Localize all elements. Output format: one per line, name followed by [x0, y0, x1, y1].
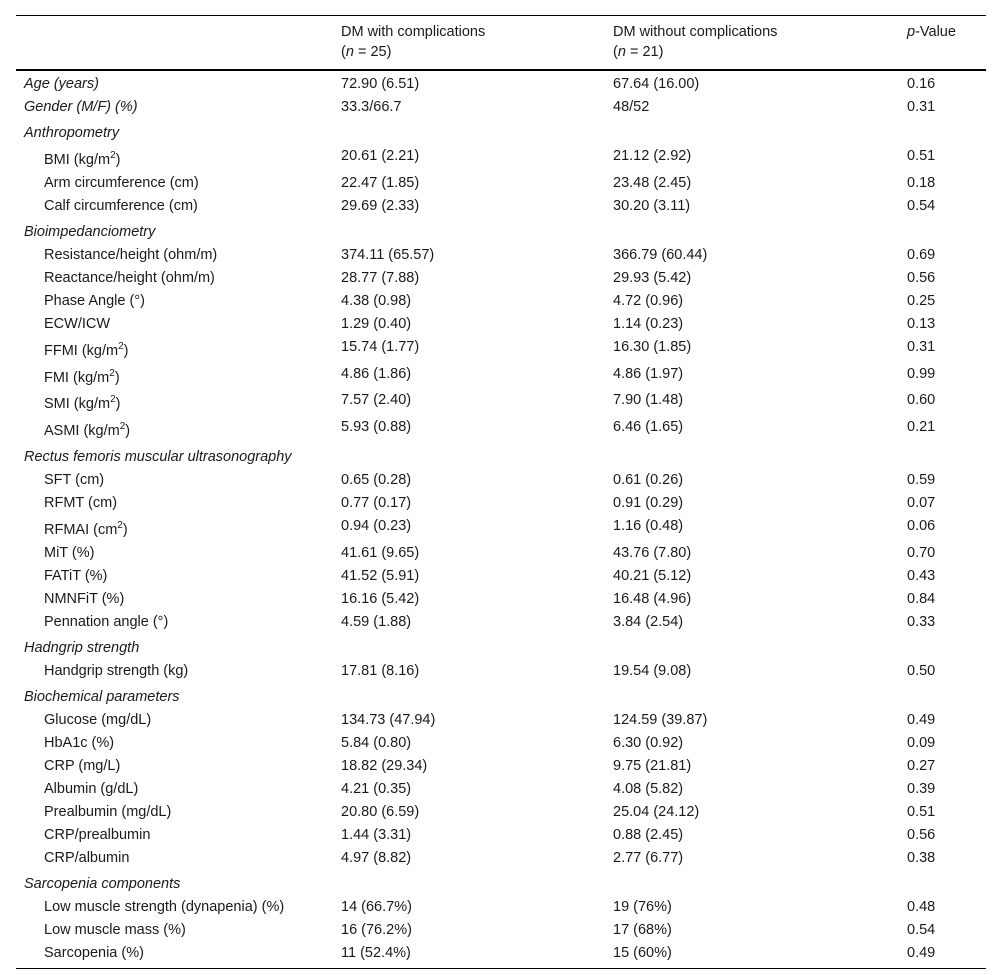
header-with-complications — [333, 16, 605, 71]
section-header-row — [16, 683, 986, 709]
section-header-row — [16, 119, 986, 145]
without-complications-value: 16.30 (1.85) — [613, 338, 692, 355]
with-complications-value: 41.52 (5.91) — [341, 567, 420, 584]
p-value: 0.51 — [907, 148, 936, 164]
row-label: Calf circumference (cm) — [44, 197, 198, 214]
table-row — [16, 244, 986, 267]
row-label: Pennation angle (°) — [44, 613, 169, 630]
row-label: ECW/ICW — [44, 315, 111, 332]
table-row — [16, 70, 986, 96]
without-complications-value: 21.12 (2.92) — [613, 148, 692, 164]
table-row — [16, 755, 986, 778]
table-row — [16, 896, 986, 919]
p-value: 0.39 — [907, 780, 936, 797]
table-row — [16, 824, 986, 847]
with-complications-value: 16.16 (5.42) — [341, 590, 420, 607]
row-label: MiT (%) — [44, 544, 95, 561]
p-value: 0.18 — [907, 174, 936, 191]
without-complications-value: 1.14 (0.23) — [613, 315, 684, 332]
without-complications-value: 0.88 (2.45) — [613, 826, 684, 843]
section-title: Rectus femoris muscular ultrasonography — [24, 449, 292, 466]
p-value: 0.13 — [907, 315, 936, 332]
row-label: Reactance/height (ohm/m) — [44, 269, 215, 286]
row-label: Gender (M/F) (%) — [24, 99, 138, 115]
p-value: 0.54 — [907, 921, 936, 938]
table-row — [16, 313, 986, 336]
with-complications-value: 22.47 (1.85) — [341, 174, 420, 191]
p-value: 0.49 — [907, 944, 936, 961]
without-complications-value: 17 (68%) — [613, 921, 672, 938]
table-row — [16, 611, 986, 634]
row-label: Glucose (mg/dL) — [44, 711, 152, 728]
section-title: Bioimpedanciometry — [24, 223, 156, 240]
table-row — [16, 172, 986, 195]
p-value: 0.43 — [907, 567, 936, 584]
table-row — [16, 336, 986, 363]
without-complications-value: 15 (60%) — [613, 944, 672, 961]
with-complications-value: 11 (52.4%) — [341, 944, 411, 961]
without-complications-value: 19.54 (9.08) — [613, 662, 692, 679]
with-complications-value: 29.69 (2.33) — [341, 197, 420, 214]
without-complications-value: 366.79 (60.44) — [613, 246, 708, 263]
p-value: 0.70 — [907, 544, 936, 561]
without-complications-value: 30.20 (3.11) — [613, 197, 691, 214]
section-header-row — [16, 870, 986, 896]
table-row — [16, 709, 986, 732]
p-value: 0.21 — [907, 419, 936, 436]
row-label: CRP/prealbumin — [44, 826, 151, 843]
with-complications-value: 14 (66.7%) — [341, 898, 412, 915]
without-complications-value: 124.59 (39.87) — [613, 711, 708, 728]
without-complications-value: 9.75 (21.81) — [613, 757, 692, 774]
with-complications-value: 374.11 (65.57) — [341, 246, 435, 263]
without-complications-value: 1.16 (0.48) — [613, 518, 684, 535]
header-variable — [16, 16, 333, 71]
table-row — [16, 145, 986, 172]
p-value: 0.07 — [907, 495, 936, 512]
table-row — [16, 801, 986, 824]
table-row — [16, 919, 986, 942]
with-complications-value: 72.90 (6.51) — [341, 76, 420, 92]
with-complications-value: 33.3/66.7 — [341, 99, 402, 115]
row-label: Handgrip strength (kg) — [44, 662, 189, 679]
table-row — [16, 515, 986, 542]
without-complications-value: 0.61 (0.26) — [613, 472, 684, 489]
section-title: Anthropometry — [24, 125, 120, 141]
table-row — [16, 267, 986, 290]
row-label: FATiT (%) — [44, 567, 108, 584]
with-complications-value: 4.86 (1.86) — [341, 365, 412, 382]
row-label: Age (years) — [24, 76, 99, 92]
with-complications-value: 1.29 (0.40) — [341, 315, 412, 332]
p-value: 0.33 — [907, 613, 936, 630]
header-with-title: DM with complications — [341, 24, 486, 40]
row-label: Albumin (g/dL) — [44, 780, 139, 797]
p-value: 0.59 — [907, 472, 936, 489]
without-complications-value: 43.76 (7.80) — [613, 544, 692, 561]
without-complications-value: 4.86 (1.97) — [613, 365, 684, 382]
without-complications-value: 6.30 (0.92) — [613, 734, 684, 751]
with-complications-value: 28.77 (7.88) — [341, 269, 420, 286]
table-row — [16, 588, 986, 611]
table-row — [16, 847, 986, 870]
comparison-table — [16, 15, 986, 969]
row-label: Arm circumference (cm) — [44, 174, 199, 191]
table-body — [16, 70, 986, 968]
without-complications-value: 19 (76%) — [613, 898, 672, 915]
row-label: Prealbumin (mg/dL) — [44, 803, 172, 820]
p-value: 0.56 — [907, 826, 936, 843]
p-value: 0.84 — [907, 590, 936, 607]
row-label: FMI $(kg/m^2)$ — [44, 367, 120, 386]
table-row — [16, 290, 986, 313]
header-row — [16, 16, 986, 71]
row-label: Sarcopenia (%) — [44, 944, 144, 961]
section-title: Biochemical parameters — [24, 688, 180, 705]
header-without-n: (n = 21) — [613, 44, 664, 60]
row-label: RFMAI $(cm^2)$ — [44, 520, 128, 538]
header-p-value: p-Value — [907, 24, 956, 40]
section-header-row — [16, 634, 986, 660]
table-row — [16, 195, 986, 218]
without-complications-value: 48/52 — [613, 99, 650, 115]
with-complications-value: 4.38 (0.98) — [341, 292, 412, 309]
p-value: 0.27 — [907, 757, 936, 774]
header-without-complications — [605, 16, 899, 71]
with-complications-value: 0.77 (0.17) — [341, 495, 412, 512]
with-complications-value: 5.93 (0.88) — [341, 419, 412, 436]
with-complications-value: 5.84 (0.80) — [341, 734, 412, 751]
row-label: SMI $(kg/m^2)$ — [44, 394, 121, 413]
table-row — [16, 565, 986, 588]
with-complications-value: 18.82 (29.34) — [341, 757, 428, 774]
row-label: Resistance/height (ohm/m) — [44, 246, 218, 263]
row-label: Low muscle strength (dynapenia) (%) — [44, 898, 285, 915]
without-complications-value: 4.08 (5.82) — [613, 780, 684, 797]
p-value: 0.09 — [907, 734, 936, 751]
row-label: CRP (mg/L) — [44, 757, 121, 774]
section-title: Sarcopenia components — [24, 875, 181, 892]
p-value: 0.50 — [907, 662, 936, 679]
section-header-row — [16, 218, 986, 244]
with-complications-value: 134.73 (47.94) — [341, 711, 436, 728]
without-complications-value: 29.93 (5.42) — [613, 269, 692, 286]
with-complications-value: 0.65 (0.28) — [341, 472, 412, 489]
table-row — [16, 732, 986, 755]
table-row — [16, 942, 986, 969]
p-value: 0.06 — [907, 518, 936, 535]
row-label: BMI $(kg/m^2)$ — [44, 150, 121, 168]
row-label: NMNFiT (%) — [44, 590, 125, 607]
table-row — [16, 542, 986, 565]
row-label: CRP/albumin — [44, 849, 130, 866]
with-complications-value: 41.61 (9.65) — [341, 544, 420, 561]
with-complications-value: 16 (76.2%) — [341, 921, 412, 938]
p-value: 0.48 — [907, 898, 936, 915]
with-complications-value: 20.61 (2.21) — [341, 148, 420, 164]
section-title: Hadngrip strength — [24, 639, 140, 656]
header-with-n: (n = 25) — [341, 44, 392, 60]
without-complications-value: 67.64 (16.00) — [613, 76, 700, 92]
p-value: 0.49 — [907, 711, 936, 728]
p-value: 0.38 — [907, 849, 936, 866]
without-complications-value: 3.84 (2.54) — [613, 613, 684, 630]
header-without-title: DM without complications — [613, 24, 778, 40]
table-row — [16, 389, 986, 416]
without-complications-value: 25.04 (24.12) — [613, 803, 700, 820]
with-complications-value: 7.57 (2.40) — [341, 392, 412, 409]
row-label: ASMI $(kg/m^2)$ — [44, 421, 131, 440]
table-row — [16, 416, 986, 443]
without-complications-value: 16.48 (4.96) — [613, 590, 692, 607]
p-value: 0.31 — [907, 338, 936, 355]
p-value: 0.99 — [907, 365, 936, 382]
row-label: RFMT (cm) — [44, 495, 118, 512]
with-complications-value: 4.59 (1.88) — [341, 613, 412, 630]
table-row — [16, 660, 986, 683]
p-value: 0.54 — [907, 197, 936, 214]
with-complications-value: 0.94 (0.23) — [341, 518, 412, 535]
p-value: 0.25 — [907, 292, 936, 309]
without-complications-value: 0.91 (0.29) — [613, 495, 684, 512]
table-row — [16, 363, 986, 390]
row-label: Phase Angle (°) — [44, 292, 145, 309]
without-complications-value: 6.46 (1.65) — [613, 419, 684, 436]
with-complications-value: 17.81 (8.16) — [341, 662, 420, 679]
row-label: FFMI $(kg/m^2)$ — [44, 340, 129, 359]
with-complications-value: 4.97 (8.82) — [341, 849, 412, 866]
p-value: 0.16 — [907, 76, 936, 92]
without-complications-value: 23.48 (2.45) — [613, 174, 692, 191]
p-value: 0.69 — [907, 246, 936, 263]
section-header-row — [16, 443, 986, 469]
with-complications-value: 4.21 (0.35) — [341, 780, 412, 797]
row-label: Low muscle mass (%) — [44, 921, 186, 938]
p-value: 0.56 — [907, 269, 936, 286]
p-value: 0.31 — [907, 99, 936, 115]
table-row — [16, 469, 986, 492]
table-row — [16, 96, 986, 119]
with-complications-value: 15.74 (1.77) — [341, 338, 420, 355]
without-complications-value: 2.77 (6.77) — [613, 849, 684, 866]
p-value: 0.51 — [907, 803, 936, 820]
p-value: 0.60 — [907, 392, 936, 409]
table-row — [16, 492, 986, 515]
without-complications-value: 7.90 (1.48) — [613, 392, 684, 409]
row-label: SFT (cm) — [44, 472, 105, 489]
without-complications-value: 4.72 (0.96) — [613, 292, 684, 309]
row-label: HbA1c (%) — [44, 734, 115, 751]
with-complications-value: 20.80 (6.59) — [341, 803, 420, 820]
with-complications-value: 1.44 (3.31) — [341, 826, 412, 843]
table-row — [16, 778, 986, 801]
without-complications-value: 40.21 (5.12) — [613, 567, 692, 584]
